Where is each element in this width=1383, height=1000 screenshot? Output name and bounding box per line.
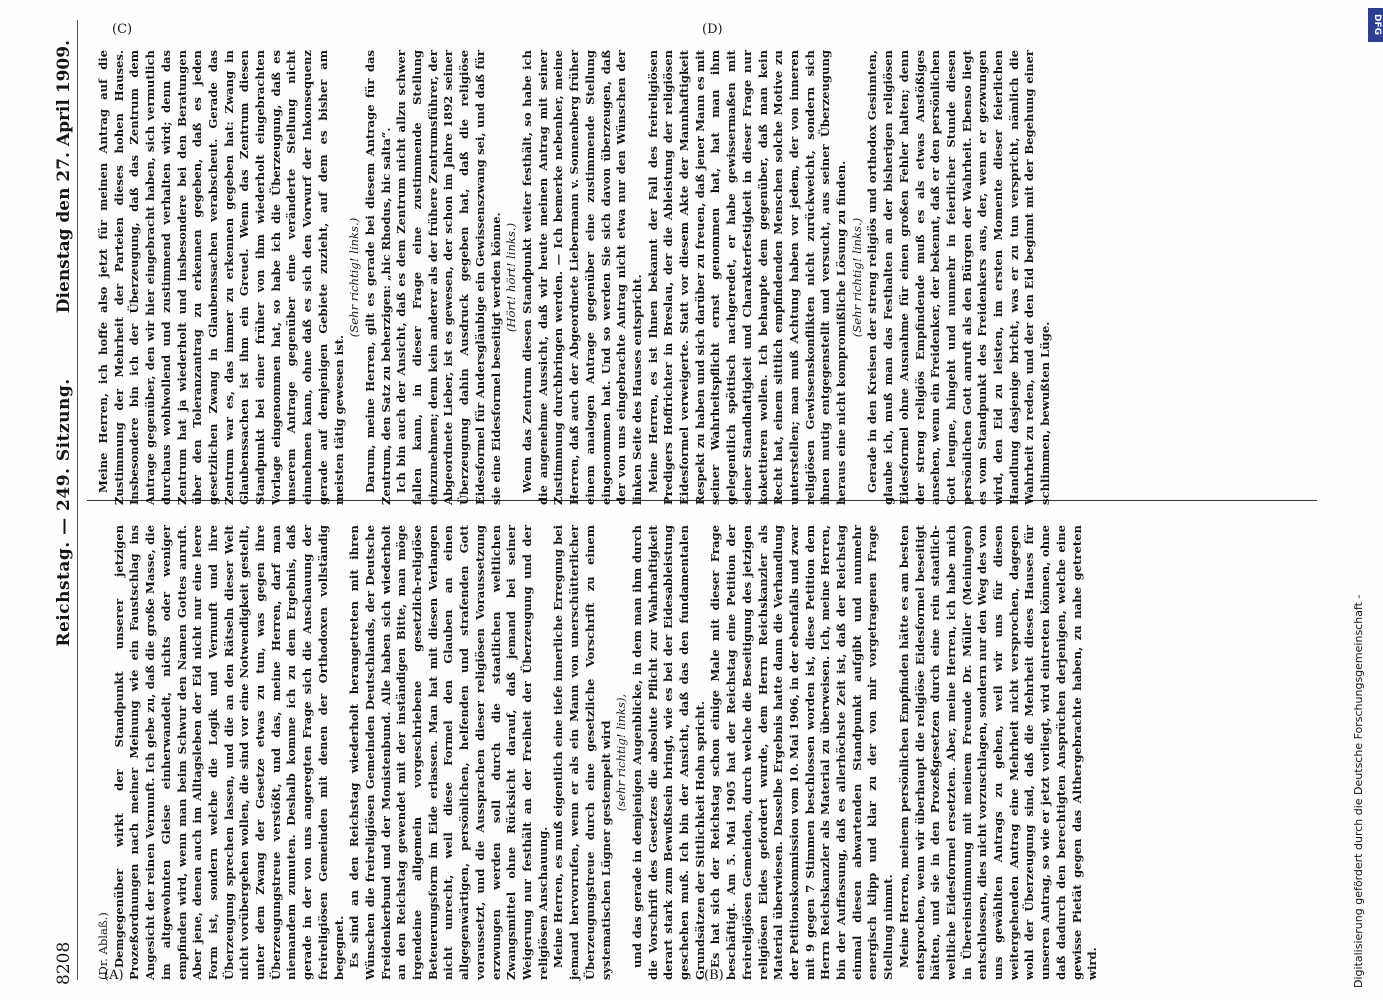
paragraph: Wenn das Zentrum diesen Standpunkt weiter festhält, so habe ich die angenehme Aussicht, daß wir heute meinen Antrag mit seiner Zustimmung durchbringen werden. — Ich bemerke nebenher, meine Herren, daß auch der Abgeordnete Liebermann v. Sonnenberg früher einem analogen Antrage gegenüber eine zustimmende Stellung eingenommen hat. Und so werden Sie sich davon überzeugen, daß der von uns eingebrachte Antrag nicht etwa nur den Wünschen der linken Seite des Hauses entspricht. [519, 50, 644, 505]
page-header [52, 40, 82, 985]
paragraph: und das gerade in demjenigen Augenblicke, in dem man ihm durch die Vorschrift des Gesetzes die absolute Pflicht zur Wahrhaftigkeit derart stark zum Bewußtsein bringt, wie es bei der Eidesableistung geschehen muß. Ich bin der Ansicht, daß das den fundamentalen Grundsätzen der Sittlichkeit Hohn spricht. [629, 525, 707, 980]
paragraph: Es hat sich der Reichstag schon einige Male mit dieser Frage beschäftigt. Am 5. Mai 1905 hat der Reichstag eine Petition der freireligiösen Gemeinden, durch welche die Beseitigung des jetzigen religiösen Eides gefordert wurde, dem Herrn Reichskanzler als Material überwiesen. Dasselbe Ergebnis hatte dann die Verhandlung der Petitionskommission vom 10. Mai 1906, in der ebenfalls und zwar mit 9 gegen 7 Stimmen beschlossen worden ist, diese Petition dem Herrn Reichskanzler als Material zu überweisen. Ich, meine Herren, bin der Auffassung, daß es allerhöchste Zeit ist, daß der Reichstag einmal diesen abwartenden Standpunkt aufgibt und nunmehr energisch klipp und klar zu der von mir vorgetragenen Frage Stellung nimmt. [708, 525, 896, 980]
speaker-label: (Dr. Ablaß.) [96, 912, 110, 980]
left-column [96, 525, 1100, 980]
paragraph: Gerade in den Kreisen der streng religiös und orthodox Gesinnten, glaube ich, muß man das Festhalten an der bisherigen religiösen Eidesformel ohne Ausnahme für einen großen Fehler halten; denn der streng religiös Empfindende muß es als etwas Anstößiges ansehen, wenn ein Freidenker, der bekennt, daß er den persönlichen Gott leugne, hingeht und nunmehr in feierlicher Stunde diesen persönlichen Gott anruft als den Bürgen der Wahrheit. Ebenso liegt es vom Standpunkt des Freidenkers aus, der, wenn er gezwungen wird, den Eid zu leisten, im ersten Momente dieser feierlichen Handlung dasjenige bricht, was er zu tun verspricht, nämlich die Wahrheit zu reden, und der den Eid beginnt mit der Begehung einer schlimmen, bewußten Lüge. [865, 50, 1053, 505]
paragraph: Meine Herren, es muß eigentlich eine tiefe innerliche Erregung bei jemand hervorrufen, wenn er als ein Mann von unerschütterlicher Überzeugungstreue durch eine gesetzliche Vorschrift zu einem systematischen Lügner gestempelt wird [551, 525, 613, 980]
paragraph: Es sind an den Reichstag wiederholt herangetreten mit ihren Wünschen die freireligiösen Gemeinden Deutschlands, der Deutsche Freidenkerbund und der Monistenbund. Alle haben sich wiederholt an den Reichstag gewendet mit der inständigen Bitte, man möge irgendeine allgemein vorgeschriebene gesetzlich-religiöse Beteuerungsform im Eide erlassen. Man hat mit diesen Verlangen nicht unrecht, weil diese Formel den Glauben an einen allgegenwärtigen, persönlichen, helfenden und strafenden Gott voraussetzt, und die Aussprachen dieser religiösen Voraussetzung erzwungen werden soll durch die staatlichen weltlichen Zwangsmittel ohne Rücksicht darauf, daß jemand bei seiner Weigerung nur festhält an der Freiheit der Überzeugung und der religiösen Anschauung. [347, 525, 550, 980]
paragraph: Meine Herren, meinem persönlichen Empfinden hätte es am besten entsprochen, wenn wir überhaupt die religiöse Eidesformel beseitigt hätten, und sie in den Prozeßgesetzen durch eine rein staatlich-weltliche Eidesformel ersetzten. Aber, meine Herren, ich habe mich in Übereinstimmung mit meinem Freunde Dr. Müller (Meiningen) entschlossen, dies nicht vorzuschlagen, sondern nur den Weg des von uns gewählten Antrags zu gehen, weil wir uns für diesen weitergehenden Antrag eine Mehrheit nicht versprochen, dagegen wohl der Überzeugung sind, daß die Mehrheit dieses Hauses für unseren Antrag, so wie er jetzt vorliegt, wird eintreten können, ohne daß dadurch den berechtigten Ansprüchen derjenigen, welche eine gewisse Pietät gegen das Althergebrachte haben, zu nahe getreten wird. [896, 525, 1100, 980]
right-column [96, 50, 1053, 505]
session-date: Dienstag den 27. April 1909. [54, 40, 74, 314]
page-number: 8208 [54, 941, 74, 985]
interjection: (Sehr richtig! links.) [347, 217, 362, 338]
margin-marker-d: (D) [702, 22, 723, 37]
paragraph: Demgegenüber wirkt der Standpunkt unserer jetzigen Prozeßordnungen nach meiner Meinung wie ein Faustschlag ins Angesicht der reinen Vernunft. Ich gebe zu, daß die große Masse, die im altgewohnten Gleise einherwandelt, nichts oder weniger empfinden wird, wenn man beim Schwur den Namen Gottes anruft. Aber jene, denen auch im Alltagsleben der Eid nicht nur eine leere Form ist, sondern welche die Logik und Vernunft und ihre Überzeugung sprechen lassen, und die an den Rätseln dieser Welt nicht vorübergehen wollen, die sind vor eine Notwendigkeit gestellt, unter dem Zwang der Gesetze etwas zu tun, was gegen ihre Überzeugungstreue verstößt, und das, meine Herren, darf man niemandem zumuten. Deshalb komme ich zu dem Ergebnis, daß gerade in der von uns angeregten Frage sich die Anschauung der freireligiösen Gemeinden mit denen der Orthodoxen vollständig begegnet. [111, 525, 346, 980]
paragraph: Darum, meine Herren, gilt es gerade bei diesem Antrage für das Zentrum, den Satz zu beherzigen: „hic Rhodus, hic salta“. [362, 50, 393, 505]
paragraph: Meine Herren, es ist Ihnen bekannt der Fall des freireligiösen Predigers Hoffrichter in Breslau, der die Ableistung der religiösen Eidesformel verweigerte. Statt vor diesem Akte der Mannhaftigkeit Respekt zu haben und sich darüber zu freuen, daß jener Mann es mit seiner Wahrheitspflicht ernst genommen hat, hat man ihm gelegentlich spöttisch nachgeredet, er habe gewissermaßen mit seiner Standhaftigkeit und Charakterfestigkeit in dieser Frage nur kokettieren wollen. Ich behaupte dem gegenüber, daß man kein Recht hat, einem sittlich empfindenden Menschen solche Motive zu unterstellen; man muß Achtung haben vor jedem, der von inneren religiösen Gewissenskonflikten nicht zurückweicht, sondern sich ihnen mutig entgegenstellt und versucht, aus seiner Überzeugung heraus eine nicht kompromißliche Lösung zu finden. [645, 50, 849, 505]
paragraph: Ich bin auch der Ansicht, daß es dem Zentrum nicht allzu schwer fallen kann, in dieser Frage eine zustimmende Stellung einzunehmen; denn kein anderer als der frühere Zentrumsführer, der Abgeordnete Lieber, ist es gewesen, der schon im Jahre 1892 seiner Überzeugung dahin Ausdruck gegeben hat, daß die religiöse Eidesformel für Andersgläubige ein Gewissenszwang sei, und daß für sie eine Eidesformel beseitigt werden könne. [394, 50, 503, 505]
dfg-logo: DFG [1368, 8, 1383, 42]
interjection: (Hört! hört! links.) [504, 222, 519, 333]
digitization-credit: Digitalisierung gefördert durch die Deutsche Forschungsgemeinschaft - [1352, 594, 1365, 988]
page-title: Reichstag. — 249. Sitzung. [54, 378, 74, 647]
interjection: (sehr richtig! links), [614, 693, 629, 812]
margin-marker-a: (A) [104, 968, 124, 983]
paragraph: Meine Herren, ich hoffe also jetzt für meinen Antrag auf die Zustimmung der Mehrheit der Parteien dieses hohen Hauses. Insbesondere bin ich der Überzeugung, daß das Zentrum dem Antrage gegenüber, den wir hier eingebracht haben, sich vermutlich durchaus wohlwollend und zustimmend verhalten wird; denn das Zentrum hat ja wiederholt und insbesondere bei den Beratungen über den Toleranzantrag zu erkennen gegeben, daß es jeden gesetzlichen Zwang in Glaubenssachen verabscheut. Gerade das Zentrum war es, das immer zu erkennen gegeben hat: Zwang in Glaubenssachen ist ihm ein Greuel. Wenn das Zentrum diesen Standpunkt bei einer früher von ihm wiederholt eingebrachten Vorlage eingenommen hat, so habe ich die Überzeugung, daß es unserem Antrage gegenüber eine veränderte Stellung nicht einnehmen kann, ohne daß es sich den Vorwurf der Inkonsequenz gerade auf demjenigen Gebiete zuzieht, auf dem es bisher am meisten tätig gewesen ist. [96, 50, 346, 505]
margin-marker-b: (B) [704, 968, 724, 983]
interjection: (Sehr richtig! links.) [849, 217, 864, 338]
margin-marker-c: (C) [112, 22, 133, 37]
